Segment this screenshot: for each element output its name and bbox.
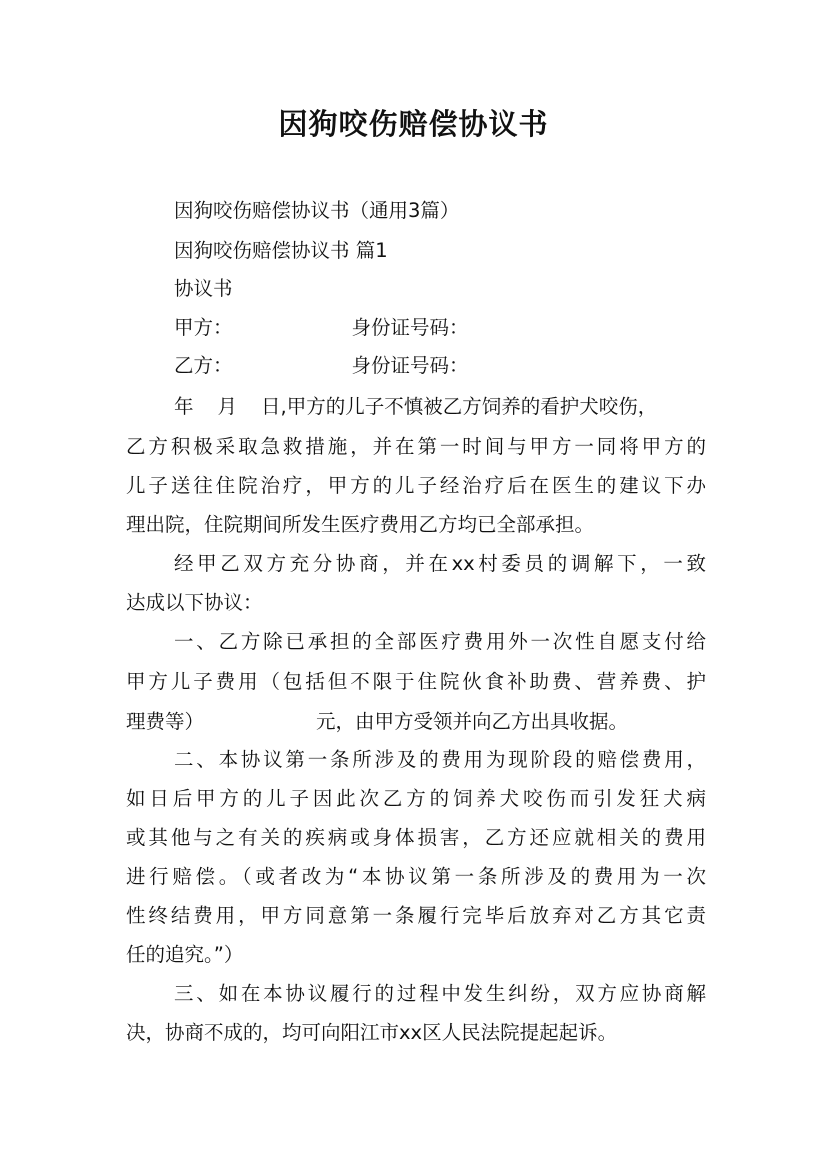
para1-line1	[174, 387, 754, 427]
para4-line3: 或其他与之有关的疾病或身体损害，乙方还应就相关的费用	[126, 826, 706, 849]
para1-line2: 乙方积极采取急救措施，并在第一时间与甲方一同将甲方的	[126, 435, 706, 458]
para2-line1: 经甲乙双方充分协商，并在xx村委员的调解下，一致	[174, 552, 706, 575]
para4-line6: 任的追究。”）	[126, 943, 244, 966]
subtitle: 因狗咬伤赔偿协议书（通用3篇）	[174, 199, 460, 222]
para1-line3: 儿子送往住院治疗，甲方的儿子经治疗后在医生的建议下办	[126, 474, 706, 497]
para3-line3-a: 理费等）	[126, 710, 205, 733]
month-label: 月	[217, 395, 238, 418]
para4-line2: 如日后甲方的儿子因此次乙方的饲养犬咬伤而引发狂犬病	[126, 787, 706, 810]
para5-line1: 三、如在本协议履行的过程中发生纠纷，双方应协商解	[174, 982, 706, 1005]
party-a-row	[174, 308, 754, 348]
party-a-id-label: 身份证号码：	[351, 316, 469, 339]
para4-line4: 进行赔偿。（或者改为“本协议第一条所涉及的费用为一次	[126, 865, 706, 888]
para4-line5: 性终结费用，甲方同意第一条履行完毕后放弃对乙方其它责	[126, 904, 706, 927]
para3-line2: 甲方儿子费用（包括但不限于住院伙食补助费、营养费、护	[126, 670, 706, 693]
doc-label: 协议书	[174, 277, 233, 300]
party-b-row	[174, 346, 754, 386]
para2-line2: 达成以下协议：	[126, 591, 263, 614]
party-a-label: 甲方：	[174, 316, 233, 339]
party-b-id-label: 身份证号码：	[351, 354, 469, 377]
para3-line1: 一、乙方除已承担的全部医疗费用外一次性自愿支付给	[174, 630, 706, 653]
page-title: 因狗咬伤赔偿协议书	[278, 107, 549, 141]
para1-line4: 理出院，住院期间所发生医疗费用乙方均已全部承担。	[126, 513, 595, 536]
para3-line3	[126, 702, 706, 742]
para3-line3-b: 元，由甲方受领并向乙方出具收据。	[316, 710, 629, 733]
para4-line1: 二、本协议第一条所涉及的费用为现阶段的赔偿费用，	[174, 748, 706, 771]
party-b-label: 乙方：	[174, 354, 233, 377]
year-label: 年	[174, 395, 194, 418]
para5-line2: 决，协商不成的，均可向阳江市xx区人民法院提起起诉。	[126, 1021, 618, 1044]
section-heading: 因狗咬伤赔偿协议书 篇1	[174, 239, 388, 262]
para1-line1-text: 日,甲方的儿子不慎被乙方饲养的看护犬咬伤，	[261, 395, 658, 418]
